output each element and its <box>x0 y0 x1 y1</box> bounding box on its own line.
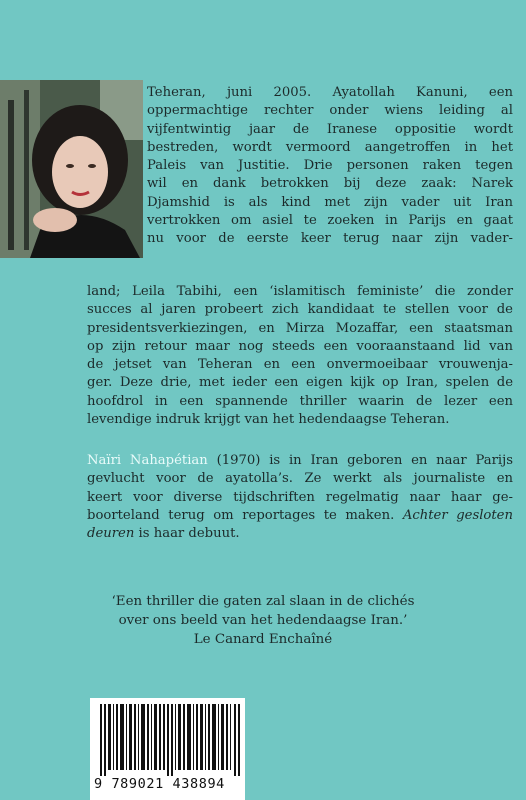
quote-line: over ons beeld van het hedendaagse Iran.’ <box>118 613 408 628</box>
synopsis-line: vijfentwintig jaar de Iranese oppositie wordt <box>147 121 513 137</box>
bio-line: boorteland terug om reportages te maken. Achter gesloten <box>87 507 513 523</box>
author-name: Naïri Nahapétian <box>87 453 208 468</box>
synopsis-line: hoofdrol in een spannende thriller waarin de lezer een <box>87 393 513 409</box>
synopsis-line: Paleis van Justitie. Drie personen raken tegen <box>147 158 513 174</box>
synopsis-line: ger. Deze drie, met ieder een eigen kijk op Iran, spelen de <box>87 375 513 391</box>
author-photo <box>0 80 143 258</box>
synopsis-line: vertrokken om asiel te zoeken in Parijs en gaat <box>147 213 513 229</box>
bio-line: Naïri Nahapétian (1970) is in Iran geboren en naar Parijs <box>87 453 513 468</box>
review-quote <box>60 592 466 649</box>
synopsis-paragraph-top <box>147 84 513 249</box>
synopsis-line: presidentsverkiezingen, en Mirza Mozaffar, een staatsman <box>87 320 513 336</box>
synopsis-line: land; Leila Tabihi, een ‘islamitisch feministe’ die zonder <box>87 284 513 299</box>
synopsis-line: op zijn retour maar nog steeds een vooraanstaand lid van <box>87 338 513 354</box>
synopsis-line: nu voor de eerste keer terug naar zijn vader- <box>147 231 513 247</box>
synopsis-line: succes al jaren probeert zich kandidaat te stellen voor de <box>87 302 513 318</box>
synopsis-line: bestreden, wordt vermoord aangetroffen in het <box>147 139 513 155</box>
bio-line: deuren is haar debuut. <box>87 526 240 542</box>
author-bio <box>87 452 513 543</box>
synopsis-line: wil en dank betrokken bij deze zaak: Narek <box>147 176 513 192</box>
synopsis-paragraph-bottom <box>87 283 513 429</box>
barcode-bars <box>100 704 240 776</box>
synopsis-line: Teheran, juni 2005. Ayatollah Kanuni, een <box>147 85 513 100</box>
synopsis-line: de jetset van Teheran en een onvermoeibaar vrouwenja- <box>87 357 513 373</box>
synopsis-line: Djamshid is als kind met zijn vader uit Iran <box>147 194 513 210</box>
bio-line: gevlucht voor de ayatolla’s. Ze werkt als journaliste en <box>87 471 513 487</box>
quote-line: ‘Een thriller die gaten zal slaan in de clichés <box>111 594 415 609</box>
barcode <box>90 698 245 800</box>
quote-source: Le Canard Enchaîné <box>193 632 333 647</box>
author-portrait-image <box>0 80 143 258</box>
isbn-number: 9 789021 438894 <box>94 776 225 792</box>
synopsis-line: levendige indruk krijgt van het hedendaagse Teheran. <box>87 412 450 428</box>
bio-line: keert voor diverse tijdschriften regelmatig naar haar ge- <box>87 489 513 505</box>
book-title: deuren <box>87 526 135 542</box>
synopsis-line: oppermachtige rechter onder wiens leiding al <box>147 103 513 119</box>
book-title: Achter gesloten <box>402 507 513 523</box>
